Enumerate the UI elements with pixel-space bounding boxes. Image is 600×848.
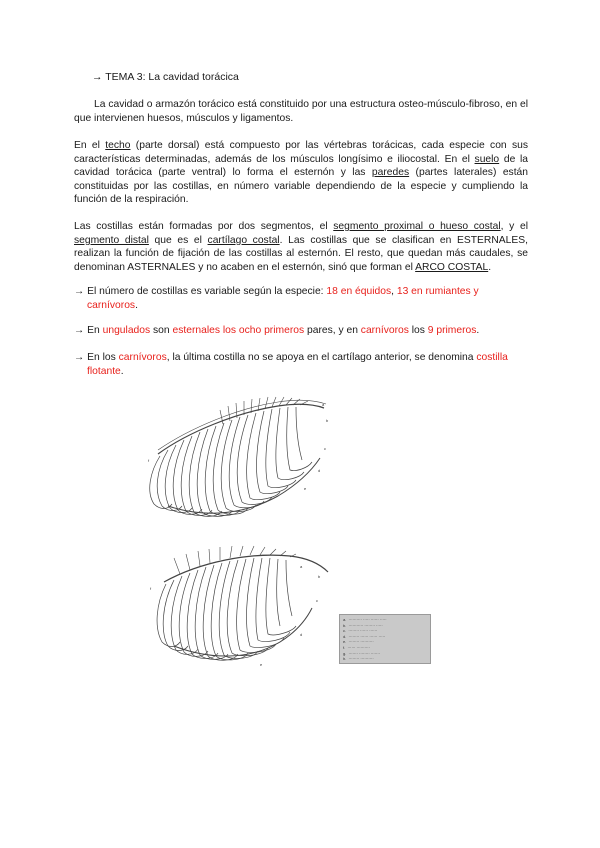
highlight-ocho-primeros: esternales los ocho primeros <box>172 325 305 336</box>
highlight-rumiantes: 13 en rumiantes y <box>396 286 479 297</box>
text-run: los <box>408 325 428 336</box>
svg-text:a: a <box>322 402 325 407</box>
highlight-carnivoros: carnívoros <box>118 352 167 363</box>
text-run: . <box>476 325 480 336</box>
svg-text:f: f <box>148 458 150 463</box>
intro-text: La cavidad o armazón torácico está constituido por una estructura osteo-músculo-fibroso, en el que intervienen huesos, músculos y ligamentos. <box>74 99 528 124</box>
arrow-icon: → <box>74 325 85 336</box>
svg-text:e: e <box>260 662 263 667</box>
thorax-skeleton-lower-figure <box>140 542 340 672</box>
text-run: , y el <box>500 221 528 232</box>
highlight-costilla: costilla <box>476 352 508 363</box>
section-title: → TEMA 3: La cavidad torácica <box>92 71 239 83</box>
anatomy-paragraph <box>74 139 528 207</box>
text-run: , la última costilla no se apoya en el cartílago anterior, se denomina <box>166 352 477 363</box>
text-run: En los <box>84 352 119 363</box>
highlight-nueve-primeros: 9 primeros <box>427 325 477 336</box>
svg-text:a: a <box>300 564 303 569</box>
arrow-icon: → <box>74 352 85 363</box>
highlight-carnivoros: carnívoros <box>360 325 409 336</box>
text-run: . Las costillas que se clasifican en ESTERNALES, realizan la función de fijación de las costillas al esternón. El resto, que quedan más caudales, se denominan ASTERNALES y no acaben en el esternón, sinó que forman el <box>74 234 528 273</box>
text-run: (parte dorsal) está compuesto por las vértebras torácicas, cada especie con sus características determinadas, además de los músculos longísimo e iliocostal. En el <box>74 140 528 165</box>
svg-text:b: b <box>318 574 321 579</box>
term-paredes: paredes <box>371 167 410 179</box>
highlight-carnivoros: carnívoros <box>87 299 136 311</box>
svg-text:c: c <box>316 598 318 603</box>
term-techo: techo <box>105 140 131 151</box>
svg-text:c: c <box>324 446 326 451</box>
ribs-paragraph <box>74 220 528 274</box>
text-run: (partes laterales) están constituidas por las costillas, en número variable dependiendo de la especie y cumpliendo la función de la respiración. <box>74 167 529 206</box>
term-segmento-proximal: segmento proximal o hueso costal <box>333 221 501 232</box>
text-run: . <box>488 261 492 273</box>
text-run: que es el <box>148 234 208 246</box>
svg-text:b: b <box>326 418 329 423</box>
bullet-costilla-flotante <box>74 351 528 378</box>
bullet-rib-count <box>74 285 528 312</box>
text-run: de la cavidad torácica (parte ventral) lo forma el esternón y las <box>74 153 528 179</box>
term-segmento-distal: segmento distal <box>74 234 149 246</box>
highlight-equidos: 18 en équidos <box>326 286 392 297</box>
text-run: . <box>135 299 138 311</box>
arrow-icon: → <box>74 286 85 297</box>
svg-text:e: e <box>304 486 307 491</box>
text-run: En <box>84 325 103 336</box>
svg-text:d: d <box>318 468 321 473</box>
text-run: Las costillas están formadas por dos segmentos, el <box>74 221 334 232</box>
bullet-esternales <box>74 324 528 338</box>
svg-text:f: f <box>150 586 152 591</box>
term-suelo: suelo <box>474 153 500 165</box>
highlight-flotante: flotante <box>87 365 121 377</box>
text-run: pares, y en <box>304 325 361 336</box>
text-run: son <box>150 325 173 336</box>
text-run: . <box>120 365 124 377</box>
highlight-ungulados: ungulados <box>102 325 151 336</box>
term-cartilago-costal: cartílago costal <box>207 234 280 246</box>
intro-paragraph <box>74 98 528 125</box>
svg-text:d: d <box>300 632 303 637</box>
text-run: , <box>391 286 397 297</box>
figure-legend-box: a. ·········· ····· ······ ····· b. ··········· ········ ····· c. ········ ······ ······ d. ········ ······ ······ ····· e. ········ ·········· f. ······ ·········· g. ······· ········ ······· h. ········ ·········· <box>339 614 431 664</box>
text-run: En el <box>74 140 106 151</box>
term-arco-costal: ARCO COSTAL <box>415 261 489 273</box>
text-run: El número de costillas es variable según la especie: <box>84 286 327 297</box>
thorax-skeleton-upper-figure <box>128 392 340 522</box>
